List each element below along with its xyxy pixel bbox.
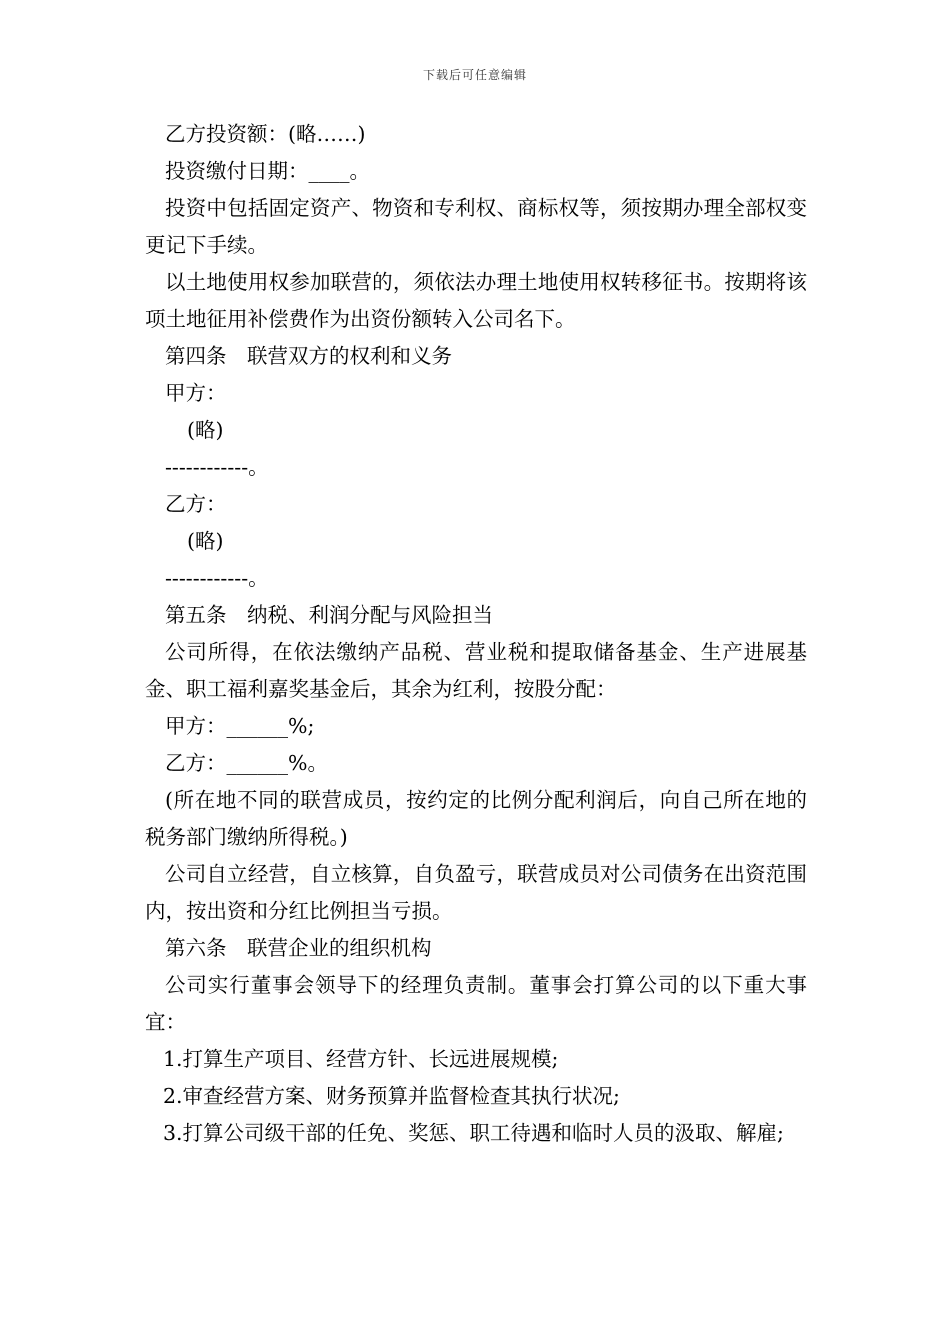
paragraph-board-responsibility: 公司实行董事会领导下的经理负责制。董事会打算公司的以下重大事宜： [145,973,807,1034]
party-b-dashes: ------------。 [165,566,269,590]
document-body [145,116,807,1152]
paragraph-payment-date: 投资缴付日期：____。 [165,159,370,183]
paragraph-independent-operation: 公司自立经营，自立核算，自负盈亏，联营成员对公司债务在出资范围内，按出资和分红比例担当亏损。 [145,862,807,923]
party-a-omitted: (略) [187,418,224,442]
party-b-share: 乙方：______%。 [165,751,328,775]
paragraph-land-use-rights: 以土地使用权参加联营的，须依法办理土地使用权转移征书。按期将该项土地征用补偿费作为出资份额转入公司名下。 [145,270,807,331]
party-a-label: 甲方： [165,381,227,405]
list-item-3: 3.打算公司级干部的任免、奖惩、职工待遇和临时人员的汲取、解雇; [163,1121,784,1145]
party-b-omitted: (略) [187,529,224,553]
article-4-heading: 第四条 联营双方的权利和义务 [165,344,452,368]
paragraph-profit-distribution: 公司所得，在依法缴纳产品税、营业税和提取储备基金、生产进展基金、职工福利嘉奖基金后，其余为红利，按股分配： [145,640,807,701]
article-6-heading: 第六条 联营企业的组织机构 [165,936,432,960]
paragraph-fixed-assets: 投资中包括固定资产、物资和专利权、商标权等，须按期办理全部权变更记下手续。 [145,196,807,257]
party-a-share: 甲方：______%; [165,714,315,738]
party-b-label: 乙方： [165,492,227,516]
paragraph-tax-note: (所在地不同的联营成员，按约定的比例分配利润后，向自己所在地的税务部门缴纳所得税。) [145,788,807,849]
party-a-dashes: ------------。 [165,455,269,479]
article-5-heading: 第五条 纳税、利润分配与风险担当 [165,603,493,627]
page-header: 下载后可任意编辑 [422,68,527,82]
list-item-1: 1.打算生产项目、经营方针、长远进展规模; [163,1047,559,1071]
paragraph-party-b-investment: 乙方投资额：(略……) [165,122,366,146]
list-item-2: 2.审查经营方案、财务预算并监督检查其执行状况; [163,1084,620,1108]
